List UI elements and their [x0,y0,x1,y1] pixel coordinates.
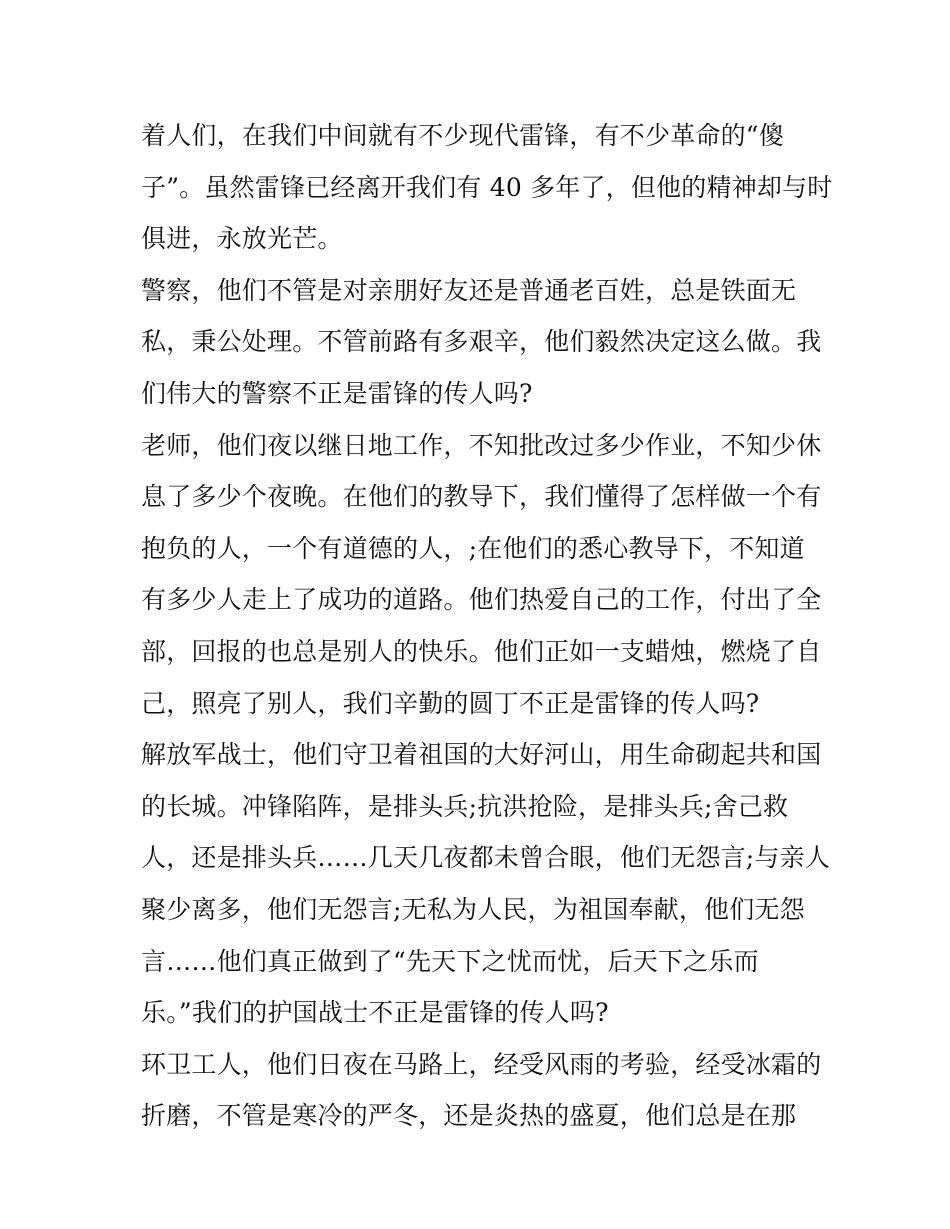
text-line: 警察，他们不管是对亲朋好友还是普通老百姓，总是铁面无 [141,275,797,305]
text-line: 息了多少个夜晚。在他们的教导下，我们懂得了怎样做一个有 [141,482,822,512]
text-line: 人，还是排头兵……几天几夜都未曾合眼，他们无怨言;与亲人 [141,843,831,873]
text-line: 老师，他们夜以继日地工作，不知批改过多少作业，不知少休 [141,430,822,460]
document-body-text [141,110,833,1142]
text-line: 子”。虽然雷锋已经离开我们有 40 多年了，但他的精神却与时 [141,172,833,202]
text-line: 私，秉公处理。不管前路有多艰辛，他们毅然决定这么做。我 [141,327,822,357]
text-line: 言……他们真正做到了“先天下之忧而忧，后天下之乐而 [141,946,759,976]
text-line: 着人们，在我们中间就有不少现代雷锋，有不少革命的“傻 [141,121,784,150]
text-line: 部，回报的也总是别人的快乐。他们正如一支蜡烛，燃烧了自 [141,636,822,666]
text-line: 俱进，永放光芒。 [141,224,343,254]
text-line: 解放军战士，他们守卫着祖国的大好河山，用生命砌起共和国 [141,740,822,770]
text-line: 折磨，不管是寒冷的严冬，还是炎热的盛夏，他们总是在那 [141,1101,797,1131]
text-line: 聚少离多，他们无怨言;无私为人民，为祖国奉献，他们无怨 [141,894,805,924]
text-line: 环卫工人，他们日夜在马路上，经受风雨的考验，经受冰霜的 [141,1049,822,1079]
text-line: 有多少人走上了成功的道路。他们热爱自己的工作，付出了全 [141,585,822,615]
text-line: 们伟大的警察不正是雷锋的传人吗? [141,378,533,408]
text-line: 抱负的人，一个有道德的人，;在他们的悉心教导下，不知道 [141,533,805,563]
text-line: 乐。”我们的护国战士不正是雷锋的传人吗? [141,998,609,1028]
text-line: 己，照亮了别人，我们辛勤的圆丁不正是雷锋的传人吗? [141,688,760,718]
text-line: 的长城。冲锋陷阵，是排头兵;抗洪抢险，是排头兵;舍己救 [141,791,789,821]
